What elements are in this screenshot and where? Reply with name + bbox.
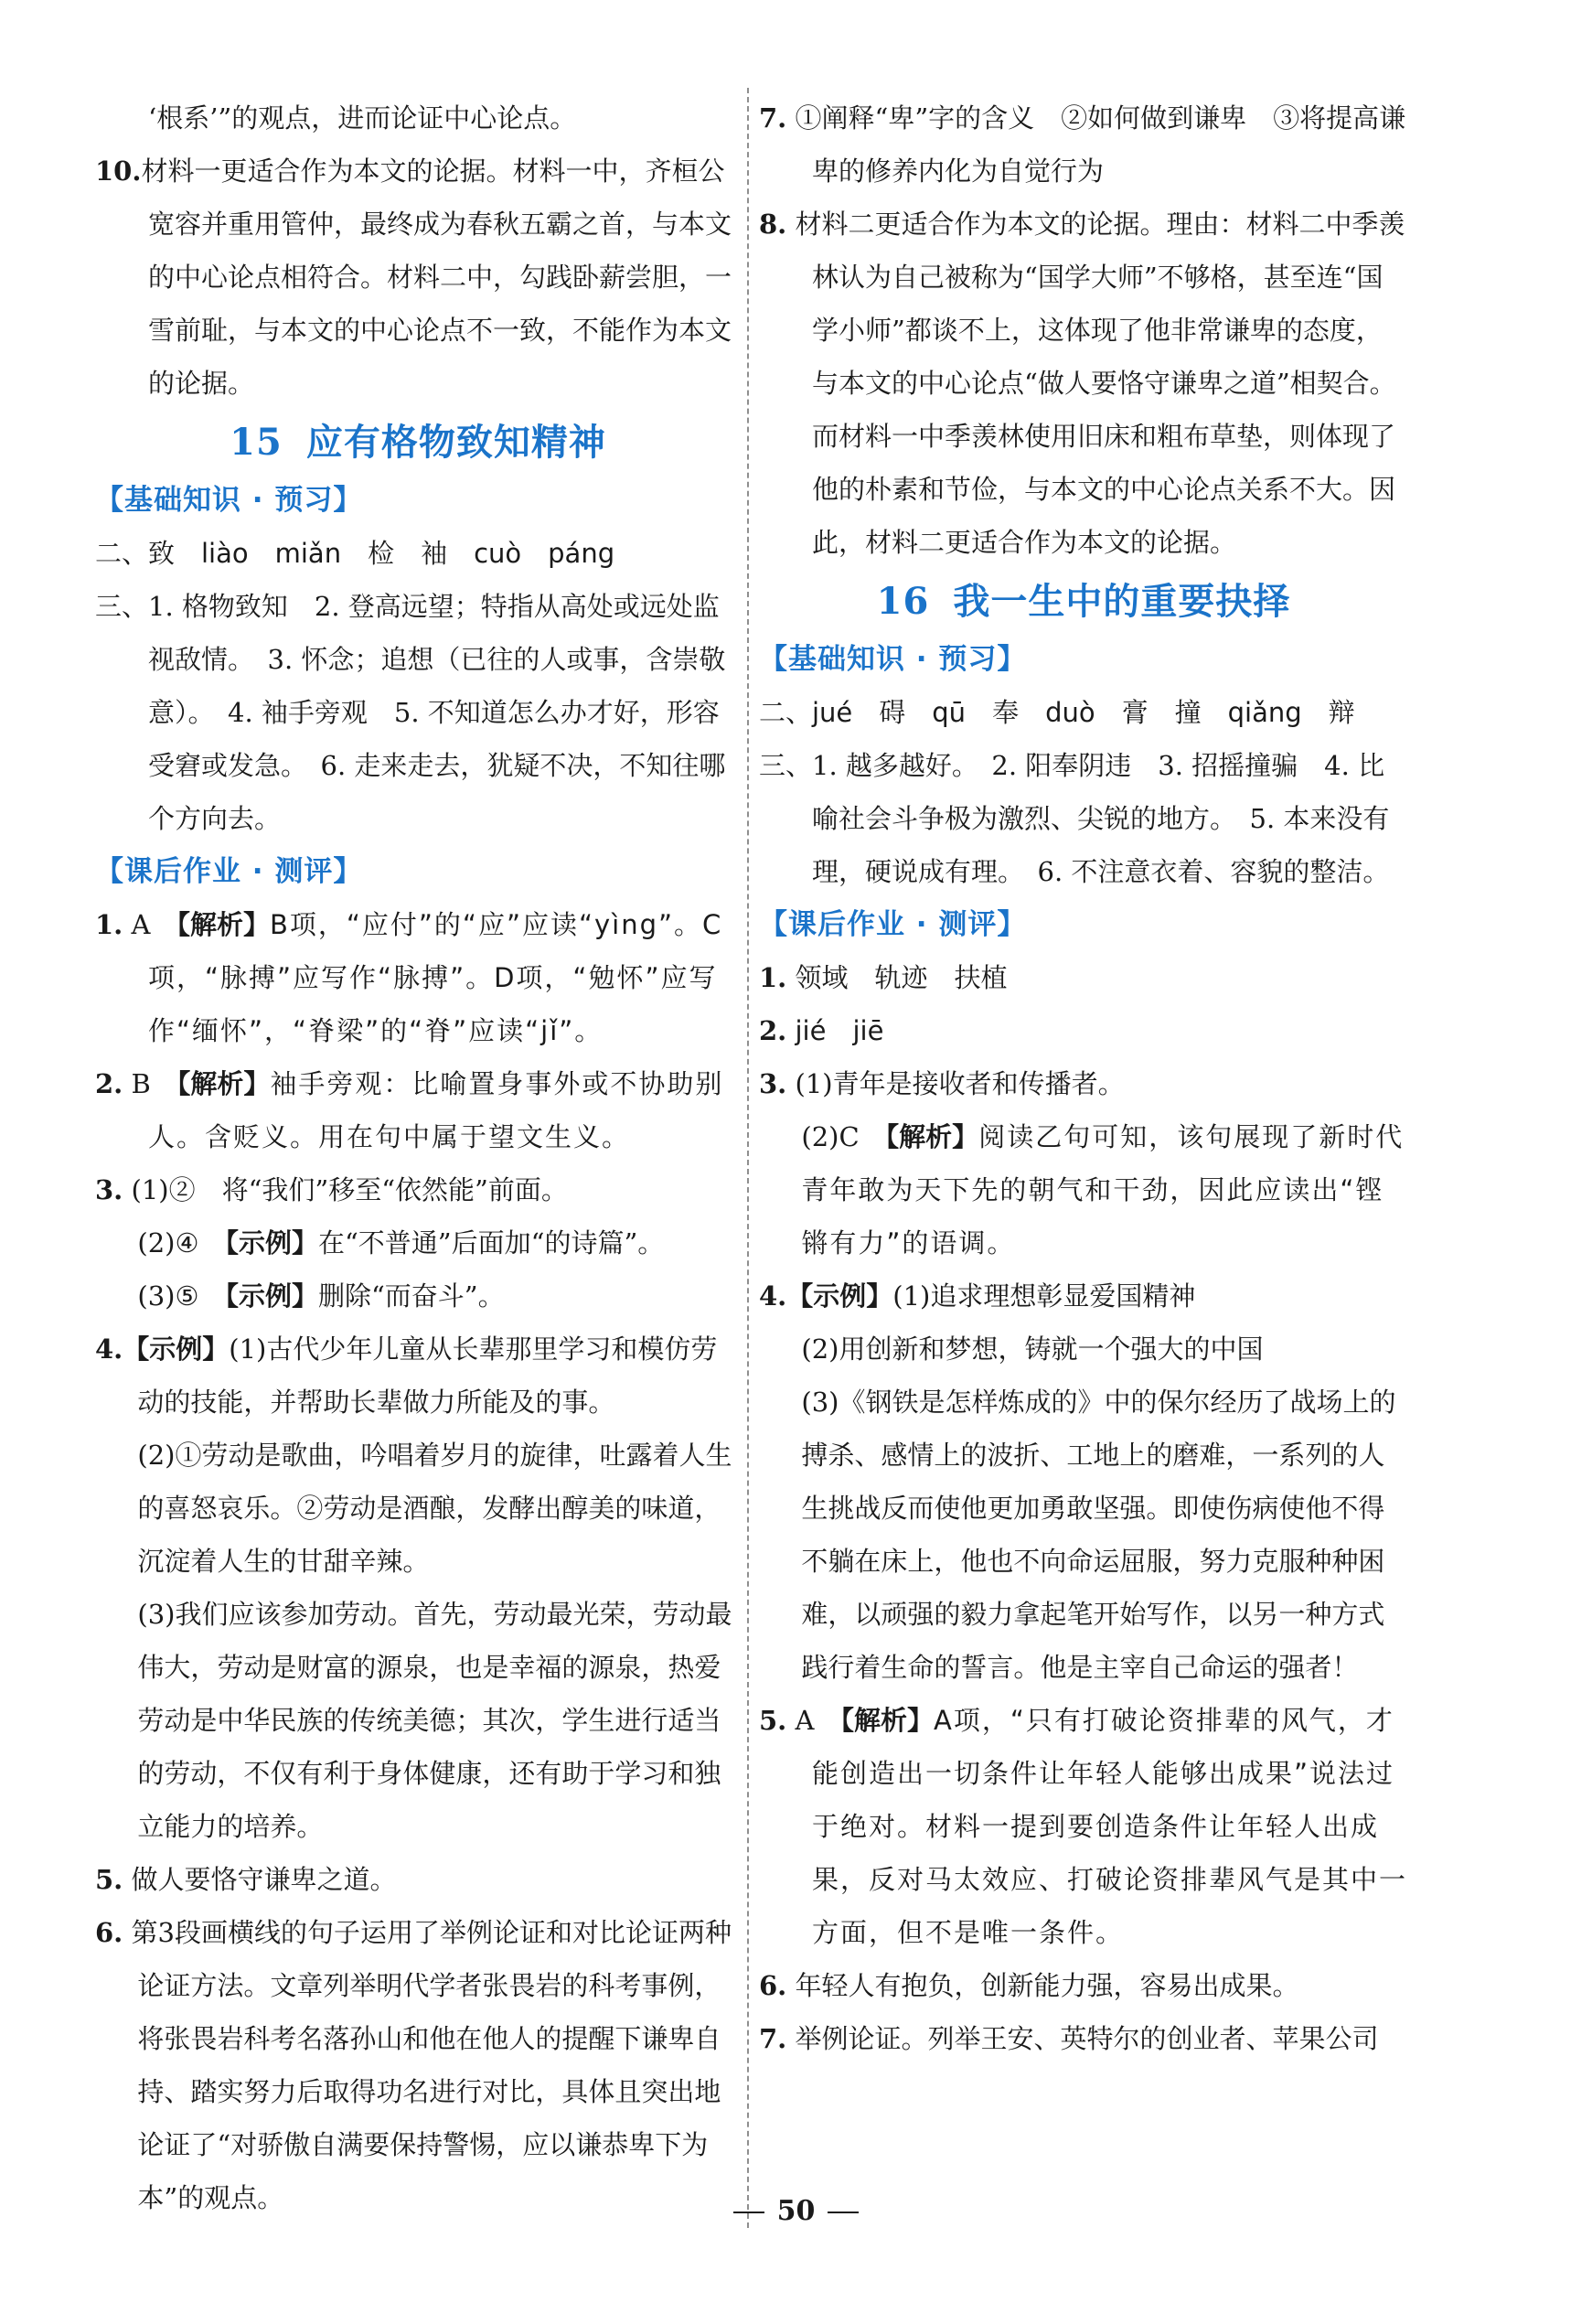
lesson-title: 应有格物致知精神 — [305, 421, 606, 464]
footer-dash — [733, 2212, 764, 2213]
answer-text: 1. 格物致知 2. 登高远望；特指从高处或远处监视敌情。 3. 怀念；追想（已往的人或事，含崇敬意）。 4. 袖手旁观 5. 不知道怎么办才好，形容受窘或发急。 6. 走来走去，犹疑不决，不知往哪个方向去。 — [148, 591, 726, 834]
answer-continuation: ‘根系’”的观点，进而论证中心论点。 — [148, 102, 577, 134]
answer-text: 二、jué 碍 qū 奉 duò 膏 撞 qiǎng 辩 — [759, 697, 1355, 728]
answer-text: (3)⑤ — [137, 1280, 226, 1312]
answer-text: 举例论证。列举王安、英特尔的创业者、苹果公司 — [795, 2023, 1379, 2054]
lesson-number: 15 — [230, 421, 283, 464]
answer-number: 4. — [759, 1280, 787, 1312]
answer-text: (1)青年是接收者和传播者。 — [795, 1068, 1125, 1099]
answer-4-2: (2)①劳动是歌曲，吟唱着岁月的旋律，吐露着人生的喜怒哀乐。②劳动是酒酿，发酵出醇美的味道，沉淀着人生的甘甜辛辣。 — [137, 1440, 732, 1577]
answer-number: 7. — [759, 102, 787, 134]
section-homework: 【课后作业 · 测评】 — [759, 908, 1027, 941]
analysis-text: A项，“只有打破论资排辈的风气，才能创造出一切条件让年轻人能够出成果”说法过于绝对。材料一提到要创造条件让年轻人出成果，反对马太效应、打破论资排辈风气是其中一方面，但不是唯一条件。 — [812, 1705, 1408, 1948]
answer-2 — [95, 1057, 741, 1163]
section-homework: 【课后作业 · 测评】 — [95, 855, 363, 888]
analysis-tag: 【解析】 — [840, 1705, 934, 1736]
lesson-16-title — [759, 573, 1408, 631]
answer-number: 1. — [759, 962, 787, 993]
answer-4 — [759, 1269, 1408, 1323]
answer-text: (1)古代少年儿童从长辈那里学习和模仿劳动的技能，并帮助长辈做力所能及的事。 — [137, 1333, 718, 1418]
answer-text: 年轻人有抱负，创新能力强，容易出成果。 — [795, 1970, 1299, 2001]
answer-text: 1. 越多越好。 2. 阳奉阴违 3. 招摇撞骗 4. 比喻社会斗争极为激烈、尖锐的地方。 5. 本来没有理，硬说成有理。 6. 不注意衣着、容貌的整洁。 — [812, 750, 1390, 887]
example-tag: 【示例】 — [123, 1333, 230, 1365]
answer-3-2 — [759, 1110, 1408, 1269]
answer-number: 6. — [95, 1917, 123, 1948]
answer-1 — [95, 898, 741, 1057]
answer-7 — [759, 91, 1408, 198]
answer-text: 做人要恪守谦卑之道。 — [131, 1864, 397, 1895]
answer-text: 第3段画横线的句子运用了举例论证和对比论证两种论证方法。文章列举明代学者张畏岩的科考事例，将张畏岩科考名落孙山和他在他人的提醒下谦卑自持、踏实努力后取得功名进行对比，具体且突出地论证了“对骄傲自满要保持警惕，应以谦恭卑下为本”的观点。 — [131, 1917, 732, 2213]
answer-text: (1)追求理想彰显爱国精神 — [892, 1280, 1196, 1312]
answer-3-3 — [95, 1269, 741, 1323]
answer-text: ①阐释“卑”字的含义 ②如何做到谦卑 ③将提高谦卑的修养内化为自觉行为 — [795, 102, 1406, 187]
answer-number: 5. — [95, 1864, 123, 1895]
answer-number: 10. — [95, 155, 142, 187]
answer-number: 1. — [95, 909, 123, 940]
answer-4 — [95, 1323, 741, 1429]
answer-text: 删除“而奋斗”。 — [317, 1280, 505, 1312]
answer-text: (2)④ — [137, 1227, 226, 1258]
answer-number: 5. — [759, 1705, 787, 1736]
answer-6 — [95, 1906, 741, 2224]
section-preview: 【基础知识 · 预习】 — [95, 484, 363, 517]
answer-san — [95, 580, 741, 845]
lesson-number: 16 — [876, 580, 930, 623]
answer-1 — [759, 951, 1408, 1004]
answer-text: (2)C — [801, 1121, 886, 1152]
answer-number: 三、 — [759, 750, 813, 781]
answer-4-3: (3)《钢铁是怎样炼成的》中的保尔经历了战场上的搏杀、感情上的波折、工地上的磨难，一系列的人生挑战反而使他更加勇敢坚强。即使伤病使他不得不躺在床上，他也不向命运屈服，努力克服种种困难，以顽强的毅力拿起笔开始写作，以另一种方式践行着生命的誓言。他是主宰自己命运的强者！ — [801, 1387, 1396, 1683]
answer-text: 二、致 liào miǎn 检 袖 cuò páng — [95, 538, 615, 569]
answer-3 — [95, 1163, 741, 1216]
analysis-text: 袖手旁观：比喻置身事外或不协助别人。含贬义。用在句中属于望文生义。 — [148, 1068, 724, 1152]
example-tag: 【示例】 — [786, 1280, 893, 1312]
analysis-tag: 【解析】 — [176, 1068, 271, 1099]
answer-number: 2. — [759, 1015, 787, 1046]
answer-10 — [95, 145, 741, 410]
answer-choice: A — [131, 909, 151, 940]
analysis-tag: 【解析】 — [176, 909, 270, 940]
answer-4-3: (3)我们应该参加劳动。首先，劳动最光荣，劳动最伟大，劳动是财富的源泉，也是幸福的源泉，热爱劳动是中华民族的传统美德；其次，学生进行适当的劳动，不仅有利于身体健康，还有助于学习和独立能力的培养。 — [137, 1599, 732, 1842]
example-tag: 【示例】 — [225, 1280, 318, 1312]
answer-number: 4. — [95, 1333, 123, 1365]
example-tag: 【示例】 — [225, 1227, 318, 1258]
analysis-text: B项，“应付”的“应”应读“yìng”。C项，“脉搏”应写作“脉搏”。D项，“勉怀”应写作“缅怀”，“脊梁”的“脊”应读“jǐ”。 — [148, 909, 723, 1046]
answer-number: 8. — [759, 209, 787, 240]
answer-number: 6. — [759, 1970, 787, 2001]
answer-choice: B — [131, 1068, 151, 1099]
answer-er — [95, 527, 741, 580]
answer-text: jié jiē — [795, 1015, 884, 1046]
analysis-tag: 【解析】 — [885, 1121, 979, 1152]
answer-san — [759, 739, 1408, 898]
answer-text: 材料一更适合作为本文的论据。材料一中，齐桓公宽容并重用管仲，最终成为春秋五霸之首，与本文的中心论点相符合。材料二中，勾践卧薪尝胆，一雪前耻，与本文的中心论点不一致，不能作为本文的论据。 — [141, 155, 732, 399]
answer-5 — [95, 1853, 741, 1906]
answer-number: 3. — [759, 1068, 787, 1099]
answer-4-2: (2)用创新和梦想，铸就一个强大的中国 — [801, 1333, 1264, 1365]
answer-text: 领域 轨迹 扶植 — [795, 962, 1008, 993]
page-number: 50 — [776, 2195, 816, 2227]
answer-3 — [759, 1057, 1408, 1110]
answer-number: 三、 — [95, 591, 149, 622]
answer-text: (1)② 将“我们”移至“依然能”前面。 — [131, 1174, 568, 1205]
analysis-text: 阅读乙句可知，该句展现了新时代青年敢为天下先的朝气和干劲，因此应读出“铿锵有力”的语调。 — [801, 1121, 1405, 1258]
answer-number: 2. — [95, 1068, 123, 1099]
page-footer — [0, 2193, 1592, 2230]
left-column — [95, 91, 741, 2224]
section-preview: 【基础知识 · 预习】 — [759, 643, 1027, 676]
answer-number: 7. — [759, 2023, 787, 2054]
answer-choice: A — [795, 1705, 815, 1736]
lesson-15-title — [95, 413, 741, 472]
answer-3-2 — [95, 1216, 741, 1269]
answer-text: 在“不普通”后面加“的诗篇”。 — [317, 1227, 665, 1258]
answer-text: 材料二更适合作为本文的论据。理由：材料二中季羡林认为自己被称为“国学大师”不够格，甚至连“国学小师”都谈不上，这体现了他非常谦卑的态度，与本文的中心论点“做人要恪守谦卑之道”相契合。而材料一中季羡林使用旧床和粗布草垫，则体现了他的朴素和节俭，与本文的中心论点关系不大。因此，材料二更适合作为本文的论据。 — [795, 209, 1405, 558]
answer-8 — [759, 198, 1408, 569]
answer-5 — [759, 1694, 1408, 1959]
answer-6 — [759, 1959, 1408, 2012]
answer-number: 3. — [95, 1174, 123, 1205]
answer-7-next — [759, 2012, 1408, 2065]
lesson-title: 我一生中的重要抉择 — [953, 580, 1291, 623]
column-divider — [747, 88, 749, 2228]
answer-2 — [759, 1004, 1408, 1057]
answer-er — [759, 686, 1408, 739]
right-column — [759, 91, 1408, 2065]
footer-dash — [828, 2212, 859, 2213]
